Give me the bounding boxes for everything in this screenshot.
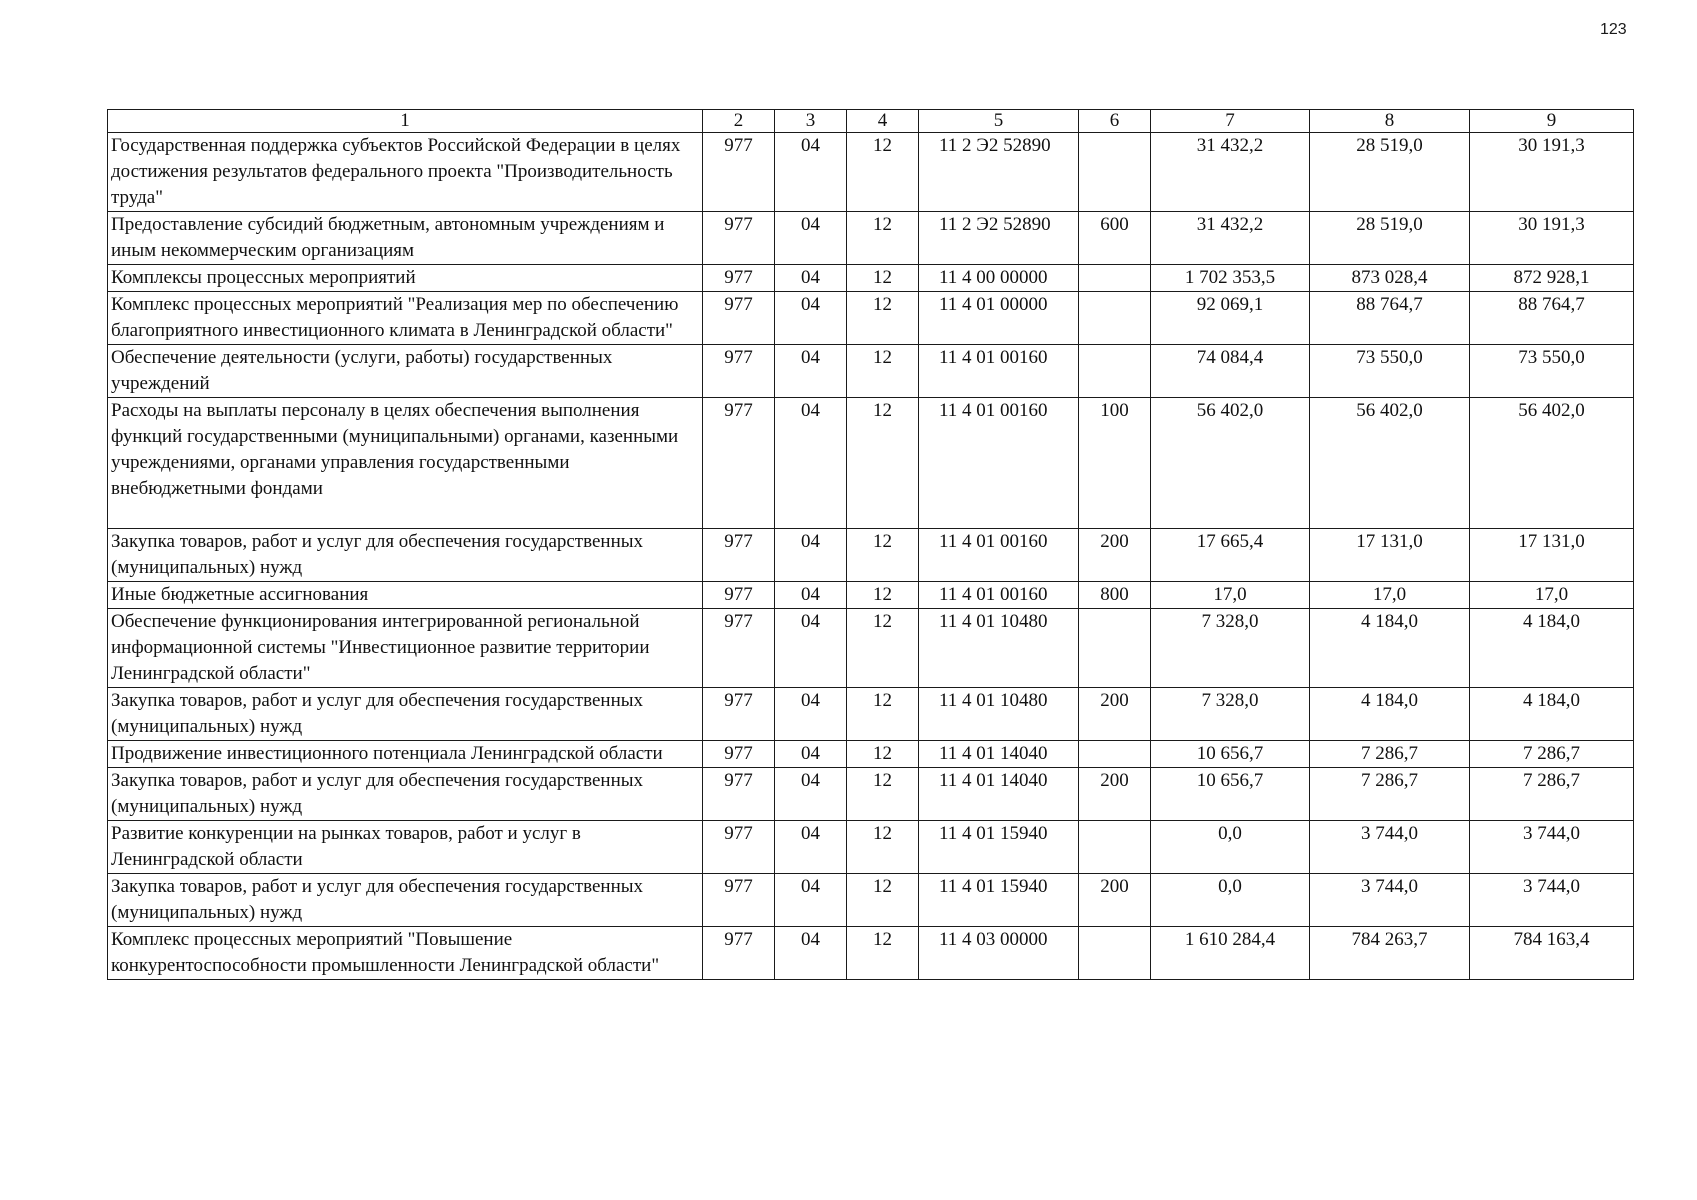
- row-amount-2-cell: 7 286,7: [1310, 768, 1470, 821]
- row-grbs-cell: 977: [703, 212, 775, 265]
- row-name-cell: Расходы на выплаты персоналу в целях обеспечения выполнения функций государственными (муниципальными) органами, казенными учреждениями, органами управления государственными внебюджетными фондами: [108, 398, 703, 529]
- row-section-cell: 04: [775, 345, 847, 398]
- row-name-cell: Комплексы процессных мероприятий: [108, 265, 703, 292]
- row-target-article-cell: 11 4 01 00160: [919, 345, 1079, 398]
- table-header-row: [108, 110, 1634, 133]
- row-amount-2-cell: 17,0: [1310, 582, 1470, 609]
- table-row: [108, 927, 1634, 980]
- table-row: [108, 529, 1634, 582]
- row-target-article-cell: 11 2 Э2 52890: [919, 212, 1079, 265]
- row-grbs-cell: 977: [703, 292, 775, 345]
- row-amount-3-cell: 872 928,1: [1470, 265, 1634, 292]
- row-expense-type-cell: [1079, 292, 1151, 345]
- row-name-cell: Иные бюджетные ассигнования: [108, 582, 703, 609]
- row-amount-3-cell: 3 744,0: [1470, 821, 1634, 874]
- row-amount-1-cell: 10 656,7: [1151, 768, 1310, 821]
- row-grbs-cell: 977: [703, 265, 775, 292]
- row-amount-3-cell: 56 402,0: [1470, 398, 1634, 529]
- row-grbs-cell: 977: [703, 821, 775, 874]
- budget-table: [107, 109, 1634, 980]
- row-subsection-cell: 12: [847, 398, 919, 529]
- row-amount-1-cell: 17 665,4: [1151, 529, 1310, 582]
- row-amount-1-cell: 31 432,2: [1151, 212, 1310, 265]
- row-section-cell: 04: [775, 688, 847, 741]
- row-grbs-cell: 977: [703, 398, 775, 529]
- row-name-cell: Закупка товаров, работ и услуг для обеспечения государственных (муниципальных) нужд: [108, 688, 703, 741]
- row-section-cell: 04: [775, 927, 847, 980]
- row-amount-2-cell: 56 402,0: [1310, 398, 1470, 529]
- row-expense-type-cell: [1079, 741, 1151, 768]
- row-section-cell: 04: [775, 292, 847, 345]
- row-expense-type-cell: [1079, 345, 1151, 398]
- row-grbs-cell: 977: [703, 582, 775, 609]
- row-amount-2-cell: 28 519,0: [1310, 212, 1470, 265]
- header-cell: 6: [1079, 110, 1151, 133]
- row-amount-1-cell: 7 328,0: [1151, 688, 1310, 741]
- row-amount-2-cell: 28 519,0: [1310, 133, 1470, 212]
- header-cell: 1: [108, 110, 703, 133]
- table-row: [108, 741, 1634, 768]
- row-expense-type-cell: 200: [1079, 768, 1151, 821]
- row-subsection-cell: 12: [847, 927, 919, 980]
- row-target-article-cell: 11 4 01 00160: [919, 529, 1079, 582]
- row-section-cell: 04: [775, 821, 847, 874]
- header-cell: 8: [1310, 110, 1470, 133]
- row-amount-2-cell: 784 263,7: [1310, 927, 1470, 980]
- row-target-article-cell: 11 4 01 00000: [919, 292, 1079, 345]
- row-amount-2-cell: 88 764,7: [1310, 292, 1470, 345]
- table-row: [108, 874, 1634, 927]
- table-row: [108, 212, 1634, 265]
- row-name-cell: Предоставление субсидий бюджетным, автономным учреждениям и иным некоммерческим организациям: [108, 212, 703, 265]
- row-subsection-cell: 12: [847, 582, 919, 609]
- row-subsection-cell: 12: [847, 874, 919, 927]
- row-amount-1-cell: 7 328,0: [1151, 609, 1310, 688]
- row-amount-3-cell: 784 163,4: [1470, 927, 1634, 980]
- row-amount-2-cell: 17 131,0: [1310, 529, 1470, 582]
- row-target-article-cell: 11 4 01 10480: [919, 609, 1079, 688]
- row-target-article-cell: 11 4 01 14040: [919, 741, 1079, 768]
- row-amount-1-cell: 10 656,7: [1151, 741, 1310, 768]
- row-section-cell: 04: [775, 529, 847, 582]
- row-amount-3-cell: 30 191,3: [1470, 212, 1634, 265]
- row-section-cell: 04: [775, 768, 847, 821]
- row-amount-3-cell: 17 131,0: [1470, 529, 1634, 582]
- row-section-cell: 04: [775, 265, 847, 292]
- row-expense-type-cell: [1079, 133, 1151, 212]
- row-grbs-cell: 977: [703, 529, 775, 582]
- row-amount-1-cell: 31 432,2: [1151, 133, 1310, 212]
- row-name-cell: Развитие конкуренции на рынках товаров, работ и услуг в Ленинградской области: [108, 821, 703, 874]
- row-subsection-cell: 12: [847, 768, 919, 821]
- row-section-cell: 04: [775, 133, 847, 212]
- row-section-cell: 04: [775, 741, 847, 768]
- row-subsection-cell: 12: [847, 688, 919, 741]
- row-grbs-cell: 977: [703, 927, 775, 980]
- row-name-cell: Закупка товаров, работ и услуг для обеспечения государственных (муниципальных) нужд: [108, 768, 703, 821]
- row-amount-3-cell: 30 191,3: [1470, 133, 1634, 212]
- row-amount-1-cell: 92 069,1: [1151, 292, 1310, 345]
- table-row: [108, 582, 1634, 609]
- row-expense-type-cell: 200: [1079, 529, 1151, 582]
- row-target-article-cell: 11 4 01 15940: [919, 874, 1079, 927]
- table-row: [108, 609, 1634, 688]
- row-section-cell: 04: [775, 398, 847, 529]
- row-amount-3-cell: 4 184,0: [1470, 609, 1634, 688]
- row-grbs-cell: 977: [703, 345, 775, 398]
- row-subsection-cell: 12: [847, 741, 919, 768]
- row-target-article-cell: 11 4 01 10480: [919, 688, 1079, 741]
- row-name-cell: Комплекс процессных мероприятий "Повышение конкурентоспособности промышленности Ленинградской области": [108, 927, 703, 980]
- table-row: [108, 768, 1634, 821]
- row-subsection-cell: 12: [847, 292, 919, 345]
- row-target-article-cell: 11 4 01 00160: [919, 398, 1079, 529]
- table-row: [108, 265, 1634, 292]
- table-row: [108, 821, 1634, 874]
- row-section-cell: 04: [775, 609, 847, 688]
- row-name-cell: Государственная поддержка субъектов Российской Федерации в целях достижения результатов федерального проекта "Производительность труда": [108, 133, 703, 212]
- row-expense-type-cell: [1079, 927, 1151, 980]
- row-amount-1-cell: 17,0: [1151, 582, 1310, 609]
- row-target-article-cell: 11 4 00 00000: [919, 265, 1079, 292]
- row-name-cell: Обеспечение деятельности (услуги, работы) государственных учреждений: [108, 345, 703, 398]
- row-target-article-cell: 11 4 01 00160: [919, 582, 1079, 609]
- row-target-article-cell: 11 4 01 15940: [919, 821, 1079, 874]
- row-section-cell: 04: [775, 212, 847, 265]
- row-amount-2-cell: 3 744,0: [1310, 874, 1470, 927]
- row-amount-2-cell: 4 184,0: [1310, 609, 1470, 688]
- row-section-cell: 04: [775, 874, 847, 927]
- row-expense-type-cell: [1079, 609, 1151, 688]
- row-target-article-cell: 11 2 Э2 52890: [919, 133, 1079, 212]
- row-name-cell: Комплекс процессных мероприятий "Реализация мер по обеспечению благоприятного инвестиционного климата в Ленинградской области": [108, 292, 703, 345]
- header-cell: 7: [1151, 110, 1310, 133]
- row-amount-1-cell: 0,0: [1151, 821, 1310, 874]
- row-amount-3-cell: 88 764,7: [1470, 292, 1634, 345]
- row-subsection-cell: 12: [847, 345, 919, 398]
- row-expense-type-cell: 200: [1079, 874, 1151, 927]
- row-amount-3-cell: 7 286,7: [1470, 768, 1634, 821]
- row-subsection-cell: 12: [847, 821, 919, 874]
- row-amount-2-cell: 73 550,0: [1310, 345, 1470, 398]
- table-row: [108, 292, 1634, 345]
- row-subsection-cell: 12: [847, 133, 919, 212]
- table-row: [108, 688, 1634, 741]
- row-amount-3-cell: 17,0: [1470, 582, 1634, 609]
- row-grbs-cell: 977: [703, 609, 775, 688]
- row-amount-1-cell: 56 402,0: [1151, 398, 1310, 529]
- row-expense-type-cell: 800: [1079, 582, 1151, 609]
- table-row: [108, 133, 1634, 212]
- row-amount-1-cell: 1 702 353,5: [1151, 265, 1310, 292]
- row-expense-type-cell: 600: [1079, 212, 1151, 265]
- row-grbs-cell: 977: [703, 768, 775, 821]
- row-subsection-cell: 12: [847, 529, 919, 582]
- row-expense-type-cell: [1079, 265, 1151, 292]
- row-name-cell: Закупка товаров, работ и услуг для обеспечения государственных (муниципальных) нужд: [108, 529, 703, 582]
- row-name-cell: Обеспечение функционирования интегрированной региональной информационной системы "Инвестиционное развитие территории Ленинградской области": [108, 609, 703, 688]
- row-amount-3-cell: 7 286,7: [1470, 741, 1634, 768]
- row-grbs-cell: 977: [703, 741, 775, 768]
- table-row: [108, 345, 1634, 398]
- row-amount-2-cell: 873 028,4: [1310, 265, 1470, 292]
- row-target-article-cell: 11 4 01 14040: [919, 768, 1079, 821]
- row-name-cell: Закупка товаров, работ и услуг для обеспечения государственных (муниципальных) нужд: [108, 874, 703, 927]
- row-section-cell: 04: [775, 582, 847, 609]
- row-amount-1-cell: 1 610 284,4: [1151, 927, 1310, 980]
- row-target-article-cell: 11 4 03 00000: [919, 927, 1079, 980]
- row-amount-1-cell: 74 084,4: [1151, 345, 1310, 398]
- page-number: 123: [1600, 21, 1627, 38]
- row-grbs-cell: 977: [703, 688, 775, 741]
- row-subsection-cell: 12: [847, 609, 919, 688]
- row-amount-2-cell: 3 744,0: [1310, 821, 1470, 874]
- table-row: [108, 398, 1634, 529]
- header-cell: 3: [775, 110, 847, 133]
- row-expense-type-cell: 200: [1079, 688, 1151, 741]
- header-cell: 2: [703, 110, 775, 133]
- header-cell: 4: [847, 110, 919, 133]
- row-amount-3-cell: 3 744,0: [1470, 874, 1634, 927]
- header-cell: 9: [1470, 110, 1634, 133]
- row-name-cell: Продвижение инвестиционного потенциала Ленинградской области: [108, 741, 703, 768]
- header-cell: 5: [919, 110, 1079, 133]
- row-amount-1-cell: 0,0: [1151, 874, 1310, 927]
- row-subsection-cell: 12: [847, 212, 919, 265]
- row-amount-3-cell: 4 184,0: [1470, 688, 1634, 741]
- row-amount-2-cell: 4 184,0: [1310, 688, 1470, 741]
- row-amount-2-cell: 7 286,7: [1310, 741, 1470, 768]
- row-subsection-cell: 12: [847, 265, 919, 292]
- row-grbs-cell: 977: [703, 133, 775, 212]
- row-expense-type-cell: [1079, 821, 1151, 874]
- row-grbs-cell: 977: [703, 874, 775, 927]
- row-expense-type-cell: 100: [1079, 398, 1151, 529]
- row-amount-3-cell: 73 550,0: [1470, 345, 1634, 398]
